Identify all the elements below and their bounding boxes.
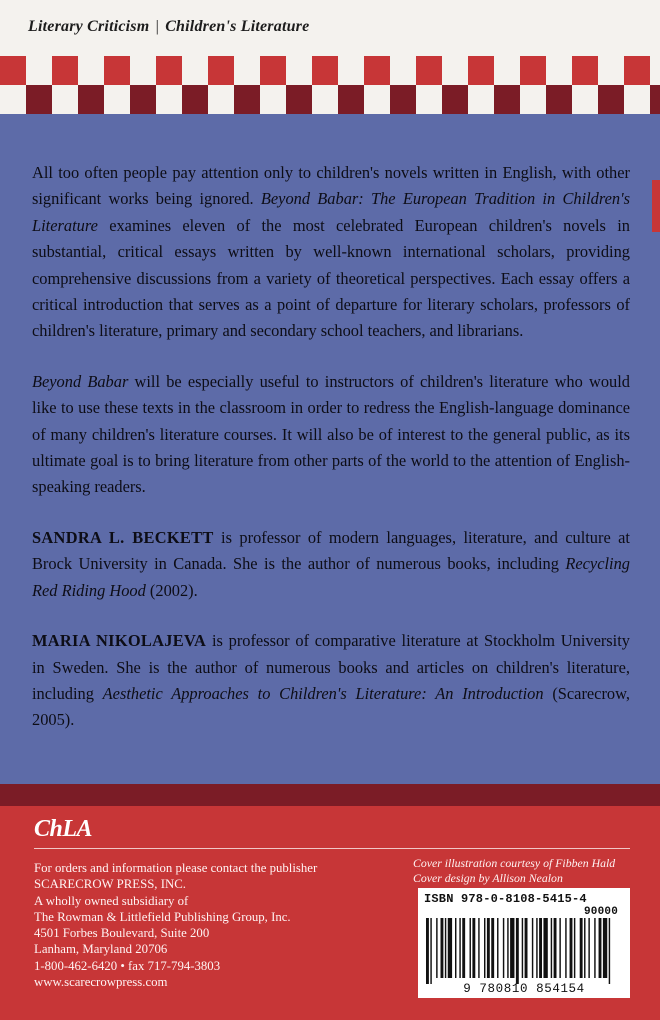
author-bio-beckett: SANDRA L. BECKETT is professor of modern languages, literature, and culture at Brock University in Canada. She is the author of numerous books, including Recycling Red Riding Hood (2002).	[32, 527, 630, 600]
category-literary-criticism: Literary Criticism	[28, 18, 150, 35]
checker-cell	[78, 85, 104, 114]
illustration-credit: Cover illustration courtesy of Fibben Hald	[413, 856, 616, 870]
checker-cell	[52, 56, 78, 85]
red-side-tab	[652, 180, 660, 232]
description-text	[32, 160, 630, 758]
publisher-website: www.scarecrowpress.com	[34, 975, 168, 990]
checker-cell	[390, 85, 416, 114]
summary-paragraph: All too often people pay attention only to children's novels written in English, with other significant works being ignored. Beyond Babar: The European Tradition in Children's Literature examines eleven of the most celebrated European children's novels in substantial, critical essays written by well-known international scholars, providing comprehensive discussions from a variety of theoretical perspectives. Each essay offers a critical introduction that serves as a point of departure for literary scholars, professors of children's literature, primary and secondary school teachers, and librarians.	[32, 163, 630, 341]
publisher-line: Lanham, Maryland 20706	[34, 942, 168, 957]
author-bio-nikolajeva: MARIA NIKOLAJEVA is professor of comparative literature at Stockholm University in Sweden. She is the author of numerous books and articles on children's literature, including Aesthetic Approaches to Children's Literature: An Introduction (Scarecrow, 2005).	[32, 631, 630, 730]
category-childrens-literature: Children's Literature	[165, 18, 310, 35]
book-title: Beyond Babar: The European Tradition in Children's Literature	[32, 189, 630, 235]
audience-paragraph: Beyond Babar will be especially useful to instructors of children's literature who would like to use these texts in the classroom in order to redress the English-language dominance of many children's literature courses. It will also be of interest to the general public, as its ultimate goal is to bring literature from other parts of the world to the attention of English-speaking readers.	[32, 371, 630, 497]
publisher-line: SCARECROW PRESS, INC.	[34, 877, 186, 892]
checker-cell	[364, 56, 390, 85]
checker-cell	[234, 85, 260, 114]
checker-cell	[416, 56, 442, 85]
checker-cell	[624, 56, 650, 85]
checker-cell	[182, 85, 208, 114]
author-name: MARIA NIKOLAJEVA	[32, 631, 207, 651]
isbn-label: ISBN 978-0-8108-5415-4 90000	[424, 892, 619, 918]
checkerboard-band	[0, 56, 660, 114]
publisher-info	[34, 860, 394, 990]
checker-cell	[442, 85, 468, 114]
footer-divider	[34, 848, 630, 849]
checker-cell	[286, 85, 312, 114]
price-code: 90000	[584, 906, 619, 918]
checker-cell	[156, 56, 182, 85]
category-separator: |	[155, 18, 159, 35]
cited-book-title: Recycling Red Riding Hood	[32, 554, 630, 600]
category-line	[28, 18, 309, 36]
publisher-line: A wholly owned subsidiary of	[34, 893, 189, 908]
checker-cell	[260, 56, 286, 85]
checker-cell	[494, 85, 520, 114]
checker-cell	[26, 85, 52, 114]
checker-cell	[520, 56, 546, 85]
checker-cell	[208, 56, 234, 85]
checker-cell	[104, 56, 130, 85]
checker-cell	[468, 56, 494, 85]
checker-cell	[0, 56, 26, 85]
barcode-bars	[424, 910, 624, 984]
publisher-line: 1-800-462-6420 • fax 717-794-3803	[34, 958, 221, 973]
barcode-number: 9 780810 854154	[463, 982, 585, 996]
publisher-line: The Rowman & Littlefield Publishing Group, Inc.	[34, 909, 291, 924]
checker-cell	[650, 85, 660, 114]
author-name: SANDRA L. BECKETT	[32, 527, 214, 547]
publisher-line: For orders and information please contact the publisher	[34, 861, 318, 875]
design-credit: Cover design by Allison Nealon	[413, 871, 563, 885]
checker-cell	[572, 56, 598, 85]
checker-cell	[338, 85, 364, 114]
chla-logo: ChLA	[34, 816, 93, 842]
cited-book-title: Aesthetic Approaches to Children's Literature: An Introduction	[102, 683, 544, 703]
checker-cell	[312, 56, 338, 85]
checker-cell	[130, 85, 156, 114]
checker-cell	[598, 85, 624, 114]
cover-credits	[413, 856, 615, 886]
publisher-line: 4501 Forbes Boulevard, Suite 200	[34, 926, 210, 941]
checker-cell	[546, 85, 572, 114]
isbn-barcode	[418, 888, 630, 998]
maroon-stripe	[0, 784, 660, 806]
short-title: Beyond Babar	[32, 371, 129, 391]
